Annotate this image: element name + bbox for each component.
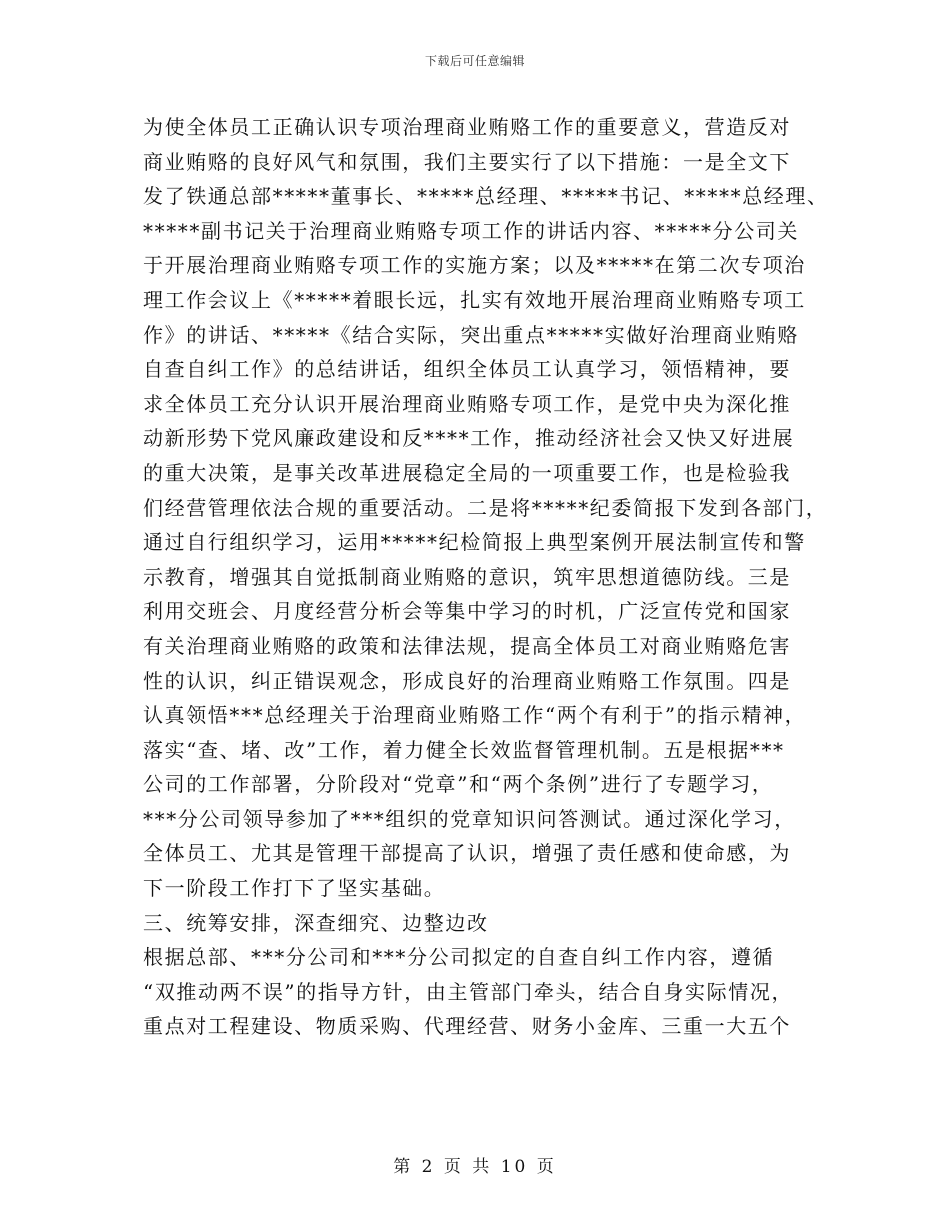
- text-line: 求全体员工充分认识开展治理商业贿赂专项工作，是党中央为深化推: [143, 391, 791, 416]
- text-line: “双推动两不误”的指导方针，由主管部门牵头，结合自身实际情况，: [143, 979, 794, 1004]
- text-line: 全体员工、尤其是管理干部提高了认识，增强了责任感和使命感，为: [143, 841, 791, 866]
- text-line: 落实“查、堵、改”工作，着力健全长效监督管理机制。五是根据***: [143, 737, 785, 762]
- text-line: 重点对工程建设、物质采购、代理经营、财务小金库、三重一大五个: [143, 1014, 791, 1039]
- text-line: 通过自行组织学习，运用*****纪检简报上典型案例开展法制宣传和警: [143, 530, 806, 555]
- text-line: 下一阶段工作打下了坚实基础。: [143, 876, 446, 901]
- text-line: 理工作会议上《*****着眼长远，扎实有效地开展治理商业贿赂专项工: [143, 287, 806, 312]
- text-line: 的重大决策，是事关改革进展稳定全局的一项重要工作，也是检验我: [143, 460, 791, 485]
- text-line: 商业贿赂的良好风气和氛围，我们主要实行了以下措施：一是全文下: [143, 149, 791, 174]
- text-line: 认真领悟***总经理关于治理商业贿赂工作“两个有利于”的指示精神，: [143, 703, 807, 728]
- text-line: 示教育，增强其自觉抵制商业贿赂的意识，筑牢思想道德防线。三是: [143, 564, 791, 589]
- text-line: 动新形势下党风廉政建设和反****工作，推动经济社会又快又好进展: [143, 426, 795, 451]
- text-line: 们经营管理依法合规的重要活动。二是将*****纪委简报下发到各部门，: [143, 495, 828, 520]
- text-line: 发了铁通总部*****董事长、*****总经理、*****书记、*****总经理、: [143, 184, 829, 209]
- text-line: 自查自纠工作》的总结讲话，组织全体员工认真学习，领悟精神，要: [143, 357, 791, 382]
- text-line: *****副书记关于治理商业贿赂专项工作的讲话内容、*****分公司关: [143, 218, 799, 243]
- text-line: 根据总部、***分公司和***分公司拟定的自查自纠工作内容，遵循: [143, 945, 775, 970]
- text-line: 有关治理商业贿赂的政策和法律法规，提高全体员工对商业贿赂危害: [143, 633, 791, 658]
- text-line: 公司的工作部署，分阶段对“党章”和“两个条例”进行了专题学习，: [143, 772, 774, 797]
- text-line: 三、统筹安排，深查细究、边整边改: [143, 910, 489, 935]
- text-line: 于开展治理商业贿赂专项工作的实施方案；以及*****在第二次专项治: [143, 253, 806, 278]
- page-footer: 第 2 页 共 10 页: [393, 1157, 557, 1177]
- text-line: 作》的讲话、*****《结合实际，突出重点*****实做好治理商业贿赂: [143, 322, 799, 347]
- text-line: ***分公司领导参加了***组织的党章知识问答测试。通过深化学习，: [143, 806, 796, 831]
- text-line: 利用交班会、月度经营分析会等集中学习的时机，广泛宣传党和国家: [143, 599, 791, 624]
- text-line: 性的认识，纠正错误观念，形成良好的治理商业贿赂工作氛围。四是: [143, 668, 791, 693]
- page-header: 下载后可任意编辑: [424, 54, 525, 68]
- body-text: [143, 110, 829, 1044]
- text-line: 为使全体员工正确认识专项治理商业贿赂工作的重要意义，营造反对: [143, 115, 791, 139]
